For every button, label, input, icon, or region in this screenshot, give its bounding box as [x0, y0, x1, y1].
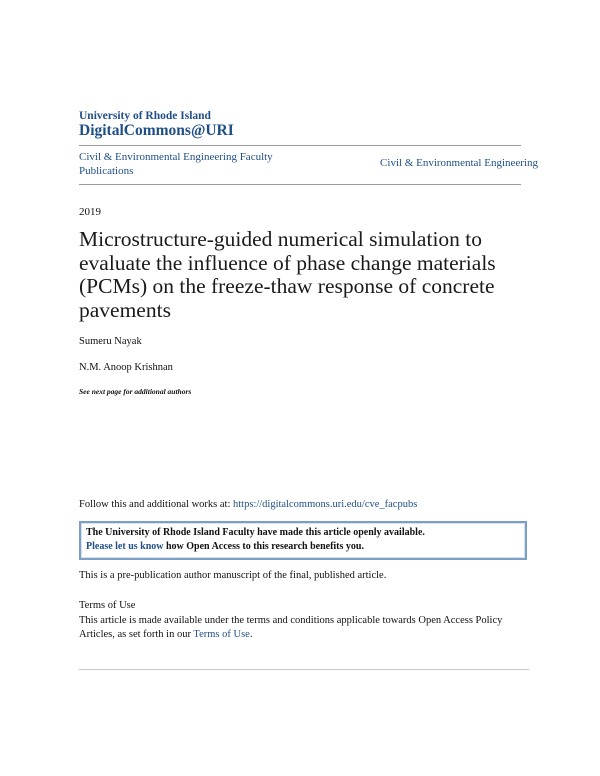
author-name: Sumeru Nayak — [79, 336, 142, 347]
terms-text: This article is made available under the terms and conditions applicable towards Open Access Policy Articles, as set forth in our — [79, 615, 503, 640]
follow-line — [79, 499, 417, 510]
publication-year: 2019 — [79, 206, 101, 218]
terms-tail: . — [249, 629, 253, 640]
author-name: N.M. Anoop Krishnan — [79, 362, 173, 373]
bottom-divider — [79, 669, 529, 670]
terms-heading: Terms of Use — [79, 600, 136, 611]
feedback-text: how Open Access to this research benefits you. — [163, 541, 364, 552]
open-access-feedback — [86, 540, 520, 554]
collection-link-faculty-publications[interactable]: Civil & Environmental Engineering Faculty Publications — [79, 151, 273, 177]
header-divider — [79, 184, 521, 185]
prepublication-note: This is a pre-publication author manuscript of the final, published article. — [79, 570, 387, 581]
open-access-statement: The University of Rhode Island Faculty have made this article openly available. — [86, 527, 425, 538]
follow-url-link[interactable]: https://digitalcommons.uri.edu/cve_facpubs — [233, 499, 418, 510]
feedback-link[interactable]: Please let us know — [86, 541, 164, 552]
collection-link-department[interactable]: Civil & Environmental Engineering — [380, 157, 538, 169]
terms-body — [79, 614, 529, 642]
follow-label: Follow this and additional works at: — [79, 499, 233, 510]
top-divider — [79, 145, 521, 146]
repository-name-link[interactable]: DigitalCommons@URI — [79, 122, 234, 139]
open-access-notice — [79, 521, 527, 560]
article-title: Microstructure-guided numerical simulation to evaluate the influence of phase change materials (PCMs) on the freeze-thaw response of concrete pavements — [79, 227, 496, 322]
additional-authors-note: See next page for additional authors — [79, 387, 192, 396]
terms-of-use-link[interactable]: Terms of Use — [193, 629, 250, 640]
institution-name: University of Rhode Island — [79, 110, 211, 122]
